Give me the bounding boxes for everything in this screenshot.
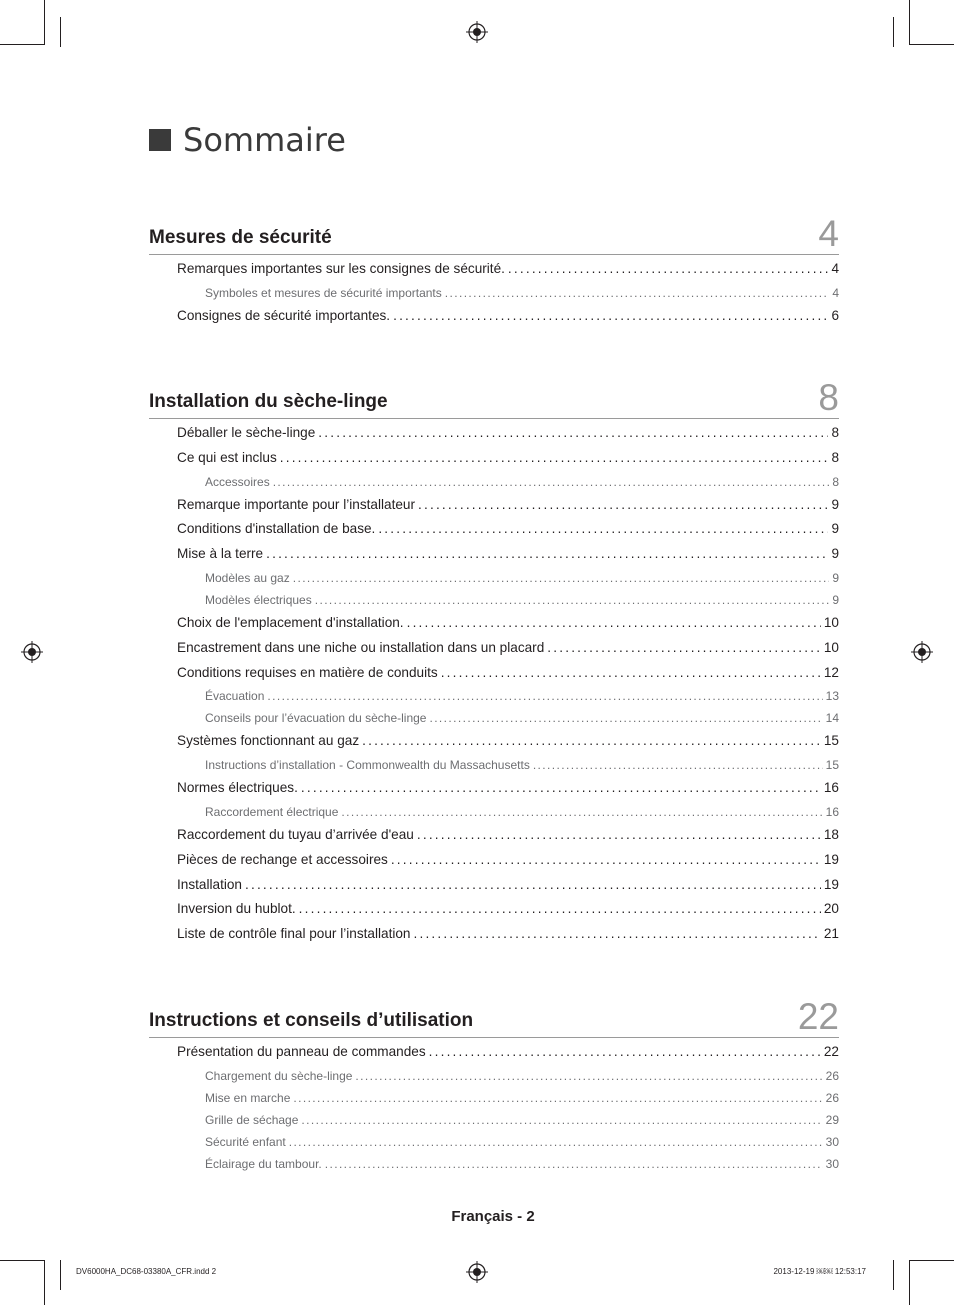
page-title (149, 122, 346, 158)
toc-entry-text: Mise à la terre (177, 546, 264, 562)
dot-leader (273, 475, 830, 489)
toc-entry-text: Modèles au gaz (205, 570, 290, 585)
dot-leader (289, 1135, 823, 1149)
toc-entry-page: 4 (831, 261, 839, 276)
dot-leader (301, 780, 821, 795)
toc-entry-text: Installation (177, 876, 242, 892)
dot-leader (362, 733, 821, 748)
dot-leader (508, 261, 829, 276)
toc-entry-text: Symboles et mesures de sécurité importants (205, 285, 442, 300)
crop-mark (909, 1260, 910, 1305)
toc-entry-text: Remarques importantes sur les consignes de sécurité. (177, 261, 505, 276)
toc-entry-page: 6 (831, 307, 839, 323)
date-slug: 2013-12-19 ￼￼ 12:53:17 (773, 1267, 866, 1276)
toc-subentry[interactable] (205, 689, 839, 711)
toc-subentry[interactable] (205, 805, 839, 827)
toc-entry-page: 10 (823, 614, 839, 630)
crop-mark (909, 0, 910, 44)
dot-leader (245, 877, 821, 892)
toc-entry-text: Raccordement électrique (205, 804, 339, 819)
toc-entry-text: Choix de l'emplacement d'installation. (177, 614, 404, 630)
toc-entry-list (149, 419, 839, 951)
toc-entry[interactable] (177, 926, 839, 951)
dot-leader (407, 615, 821, 630)
toc-subentry[interactable] (205, 475, 839, 497)
toc-entry-text: Conditions d'installation de base. (177, 521, 376, 537)
toc-subentry[interactable] (205, 593, 839, 615)
toc-entry-page: 16 (825, 804, 839, 819)
toc-entry[interactable] (177, 308, 839, 333)
toc-entry-page: 4 (832, 285, 839, 300)
dot-leader (393, 308, 828, 323)
toc-entry-list (149, 1038, 839, 1179)
toc-entry-page: 9 (831, 521, 839, 537)
dot-leader (280, 450, 829, 465)
toc-entry-text: Conditions requises en matière de conduits (177, 664, 438, 680)
toc-entry-page: 19 (823, 876, 839, 892)
toc-entry-text: Normes électriques. (177, 780, 298, 796)
toc-entry-page: 9 (832, 570, 839, 585)
dot-leader (417, 827, 821, 842)
toc-entry[interactable] (177, 827, 839, 852)
toc-subentry[interactable] (205, 1113, 839, 1135)
crop-mark (909, 44, 954, 45)
toc-entry-text: Mise en marche (205, 1090, 291, 1105)
section-title: Mesures de sécurité (149, 227, 332, 248)
toc-entry-text: Modèles électriques (205, 592, 312, 607)
section-title: Installation du sèche-linge (149, 391, 388, 412)
toc-entry[interactable] (177, 521, 839, 546)
dot-leader (547, 640, 821, 655)
toc-entry-page: 13 (825, 689, 839, 704)
toc-entry[interactable] (177, 425, 839, 450)
dot-leader (299, 901, 821, 916)
crop-mark (0, 1260, 45, 1261)
section-header (149, 213, 839, 255)
section-page-number: 8 (818, 377, 839, 418)
dot-leader (418, 497, 828, 512)
toc-subentry[interactable] (205, 711, 839, 733)
toc-entry-page: 15 (825, 758, 839, 773)
toc-entry[interactable] (177, 780, 839, 805)
toc-entry[interactable] (177, 261, 839, 286)
toc-entry-text: Éclairage du tambour. (205, 1156, 322, 1171)
registration-mark-icon (21, 641, 43, 663)
file-slug: DV6000HA_DC68-03380A_CFR.indd 2 (76, 1267, 217, 1276)
dot-leader (414, 926, 821, 941)
crop-mark (893, 17, 894, 47)
toc-section (149, 996, 839, 1179)
dot-leader (441, 665, 821, 680)
toc-entry-page: 9 (831, 496, 839, 512)
crop-mark (44, 0, 45, 44)
toc-entry[interactable] (177, 901, 839, 926)
toc-entry-text: Présentation du panneau de commandes (177, 1044, 426, 1059)
toc-entry[interactable] (177, 1044, 839, 1069)
toc-entry-page: 26 (825, 1068, 839, 1083)
toc-subentry[interactable] (205, 1069, 839, 1091)
dot-leader (325, 1157, 823, 1171)
toc-entry-text: Encastrement dans une niche ou installation dans un placard (177, 639, 545, 655)
toc-entry[interactable] (177, 615, 839, 640)
dot-leader (429, 711, 822, 725)
toc-entry-page: 9 (831, 546, 839, 562)
dot-leader (445, 286, 830, 300)
toc-entry-page: 29 (825, 1112, 839, 1127)
toc-entry-page: 26 (825, 1090, 839, 1105)
toc-entry-page: 18 (823, 826, 839, 842)
toc-entry-text: Pièces de rechange et accessoires (177, 851, 388, 867)
toc-entry-page: 12 (823, 664, 839, 680)
toc-entry[interactable] (177, 640, 839, 665)
toc-entry-text: Évacuation (205, 689, 265, 704)
crop-mark (44, 1260, 45, 1305)
section-header (149, 996, 839, 1038)
toc-entry[interactable] (177, 546, 839, 571)
toc-entry-page: 22 (823, 1044, 839, 1059)
toc-entry-text: Systèmes fonctionnant au gaz (177, 733, 360, 749)
toc-entry-text: Ce qui est inclus (177, 449, 277, 465)
crop-mark (0, 44, 45, 45)
dot-leader (341, 805, 822, 819)
toc-entry[interactable] (177, 877, 839, 902)
toc-subentry[interactable] (205, 571, 839, 593)
toc-subentry[interactable] (205, 1157, 839, 1179)
toc-entry-page: 30 (825, 1156, 839, 1171)
dot-leader (429, 1044, 821, 1059)
toc-entry-text: Chargement du sèche-linge (205, 1068, 353, 1083)
toc-entry-text: Grille de séchage (205, 1112, 299, 1127)
toc-entry-page: 14 (825, 711, 839, 726)
toc-entry-text: Liste de contrôle final pour l’installation (177, 926, 411, 942)
registration-mark-icon (466, 21, 488, 43)
title-square-icon (149, 129, 171, 151)
page-footer: Français - 2 (451, 1208, 535, 1225)
toc-entry-text: Conseils pour l’évacuation du sèche-linge (205, 711, 427, 726)
toc-entry-text: Sécurité enfant (205, 1134, 286, 1149)
dot-leader (267, 689, 822, 703)
dot-leader (301, 1113, 822, 1127)
toc-entry-page: 20 (823, 901, 839, 917)
registration-mark-icon (466, 1261, 488, 1283)
dot-leader (391, 852, 821, 867)
toc-entry-page: 19 (823, 851, 839, 867)
toc-entry-text: Remarque importante pour l’installateur (177, 496, 416, 512)
toc-entry[interactable] (177, 733, 839, 758)
dot-leader (533, 758, 823, 772)
toc-entry-page: 10 (823, 639, 839, 655)
dot-leader (378, 521, 828, 536)
toc-entry-page: 9 (832, 592, 839, 607)
dot-leader (355, 1069, 822, 1083)
crop-mark (909, 1260, 954, 1261)
toc-entry-page: 8 (831, 425, 839, 440)
toc-entry-text: Instructions d’installation - Commonwealth du Massachusetts (205, 758, 530, 773)
toc-entry[interactable] (177, 852, 839, 877)
toc-entry-page: 15 (823, 733, 839, 749)
dot-leader (293, 571, 830, 585)
dot-leader (266, 546, 828, 561)
crop-mark (60, 17, 61, 47)
dot-leader (293, 1091, 822, 1105)
toc-subentry[interactable] (205, 758, 839, 780)
toc-entry-list (149, 255, 839, 333)
toc-entry[interactable] (177, 665, 839, 690)
toc-section (149, 213, 839, 333)
toc-entry-page: 8 (831, 449, 839, 465)
toc-subentry[interactable] (205, 1091, 839, 1113)
toc-entry-text: Consignes de sécurité importantes. (177, 307, 391, 323)
toc-entry-page: 21 (823, 926, 839, 942)
toc-subentry[interactable] (205, 286, 839, 308)
toc-entry-page: 30 (825, 1134, 839, 1149)
registration-mark-icon (911, 641, 933, 663)
toc-entry[interactable] (177, 450, 839, 475)
toc-entry-text: Inversion du hublot. (177, 901, 296, 917)
section-page-number: 4 (818, 213, 839, 254)
toc-entry-page: 16 (823, 780, 839, 796)
toc-entry-text: Raccordement du tuyau d’arrivée d'eau (177, 826, 414, 842)
section-header (149, 377, 839, 419)
dot-leader (318, 425, 828, 440)
toc-entry[interactable] (177, 497, 839, 522)
section-page-number: 22 (797, 996, 839, 1037)
crop-mark (893, 1260, 894, 1290)
toc-entry-text: Accessoires (205, 474, 270, 489)
section-title: Instructions et conseils d’utilisation (149, 1010, 474, 1031)
toc-entry-text: Déballer le sèche-linge (177, 425, 316, 440)
toc-section (149, 377, 839, 951)
crop-mark (60, 1260, 61, 1290)
toc-subentry[interactable] (205, 1135, 839, 1157)
dot-leader (315, 593, 830, 607)
toc-entry-page: 8 (832, 474, 839, 489)
page-title-text: Sommaire (183, 121, 346, 159)
